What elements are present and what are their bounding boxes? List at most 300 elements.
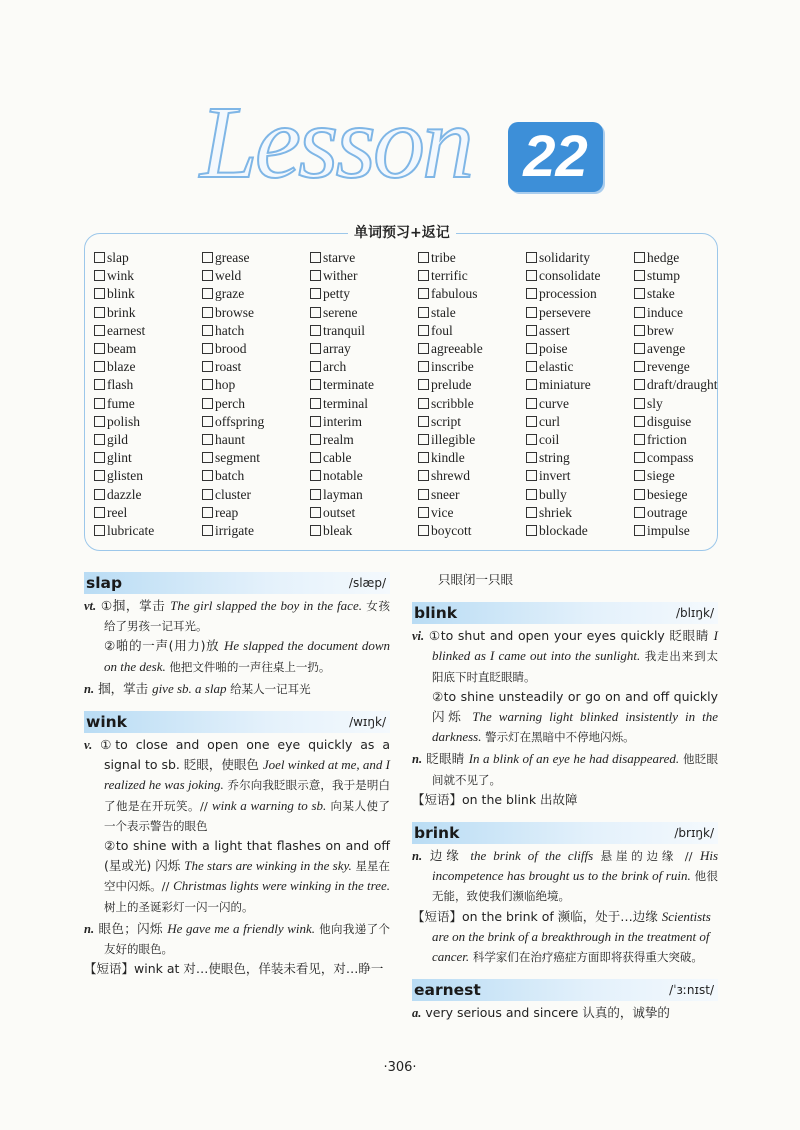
headword: slap [86, 574, 123, 592]
phrase: 【短语】on the blink 出故障 [412, 791, 578, 807]
vocab-word: invert [539, 468, 571, 484]
vocab-word: elastic [539, 359, 574, 375]
vocab-item [310, 431, 418, 449]
checkbox-icon[interactable] [526, 525, 537, 536]
vocab-item [634, 486, 744, 504]
checkbox-icon[interactable] [418, 270, 429, 281]
checkbox-icon[interactable] [202, 325, 213, 336]
right-column [412, 568, 718, 1023]
vocab-item [418, 249, 526, 267]
definition: ②to shine with a light that flashes on and off (星或光) 闪烁 The stars are winking in the sky. 星星在空中闪烁。// Christmas lights were winking in the tree. 树上的圣诞彩灯一闪一闪的。 [104, 838, 390, 914]
checkbox-icon[interactable] [526, 507, 537, 518]
vocab-word: script [431, 413, 461, 429]
vocab-word: stump [647, 268, 681, 284]
phonetic: /slæp/ [348, 576, 386, 590]
checkbox-icon[interactable] [202, 525, 213, 536]
vocab-word: illegible [431, 432, 476, 448]
vocab-item [526, 486, 634, 504]
vocab-word: lubricate [107, 523, 155, 539]
checkbox-icon[interactable] [418, 507, 429, 518]
vocab-item [526, 376, 634, 394]
checkbox-icon[interactable] [202, 398, 213, 409]
vocab-item [418, 395, 526, 413]
vocab-word: array [323, 341, 351, 357]
checkbox-icon[interactable] [94, 307, 105, 318]
vocab-item [310, 249, 418, 267]
vocab-item [202, 249, 310, 267]
checkbox-icon[interactable] [310, 434, 321, 445]
checkbox-icon[interactable] [202, 252, 213, 263]
vocab-word: browse [215, 304, 254, 320]
checkbox-icon[interactable] [94, 270, 105, 281]
checkbox-icon[interactable] [94, 434, 105, 445]
vocab-item [418, 413, 526, 431]
vocab-item [202, 522, 310, 540]
vocab-word: agreeable [431, 341, 483, 357]
vocab-item [94, 413, 202, 431]
vocab-item [418, 304, 526, 322]
vocab-word: perch [215, 395, 245, 411]
vocab-item [634, 322, 744, 340]
checkbox-icon[interactable] [526, 379, 537, 390]
checkbox-icon[interactable] [526, 361, 537, 372]
checkbox-icon[interactable] [310, 489, 321, 500]
checkbox-icon[interactable] [310, 270, 321, 281]
checkbox-icon[interactable] [202, 288, 213, 299]
vocab-word: shriek [539, 504, 572, 520]
vocab-word: gild [107, 432, 129, 448]
vocab-word: revenge [647, 359, 690, 375]
vocab-item [634, 504, 744, 522]
checkbox-icon[interactable] [418, 489, 429, 500]
checkbox-icon[interactable] [526, 270, 537, 281]
vocab-word: outrage [647, 504, 688, 520]
definition: n. 眼色；闪烁 He gave me a friendly wink. 他向我递了个友好的眼色。 [84, 920, 390, 957]
vocab-item [418, 267, 526, 285]
checkbox-icon[interactable] [202, 489, 213, 500]
checkbox-icon[interactable] [94, 525, 105, 536]
vocab-word: graze [215, 286, 245, 302]
vocab-item [526, 358, 634, 376]
checkbox-icon[interactable] [310, 379, 321, 390]
vocab-word: sneer [431, 486, 460, 502]
checkbox-icon[interactable] [94, 343, 105, 354]
vocab-word: siege [647, 468, 675, 484]
vocab-word: tribe [431, 250, 456, 265]
checkbox-icon[interactable] [202, 507, 213, 518]
definition: vi. ①to shut and open your eyes quickly 眨眼睛 I blinked as I came out into the sunlight. 我走出来到太阳底下时直眨眼睛。 [412, 628, 718, 684]
vocab-item [634, 431, 744, 449]
checkbox-icon[interactable] [634, 416, 645, 427]
vocab-item [94, 522, 202, 540]
vocab-word: bully [539, 486, 567, 502]
continued-text: 只眼闭一只眼 [438, 572, 514, 587]
vocab-word: blaze [107, 359, 136, 375]
vocab-word: brink [107, 304, 136, 320]
checkbox-icon[interactable] [310, 361, 321, 372]
entry-header-earnest [412, 979, 718, 1001]
checkbox-icon[interactable] [634, 398, 645, 409]
vocab-item [202, 449, 310, 467]
definition: n. 眨眼睛 In a blink of an eye he had disappeared. 他眨眼间就不见了。 [412, 751, 718, 787]
vocab-item [634, 522, 744, 540]
vocab-word: cable [323, 450, 352, 466]
checkbox-icon[interactable] [634, 270, 645, 281]
vocab-word: interim [323, 413, 362, 429]
checkbox-icon[interactable] [94, 452, 105, 463]
vocab-word: disguise [647, 413, 692, 429]
vocab-word: brood [215, 341, 247, 357]
checkbox-icon[interactable] [634, 252, 645, 263]
vocab-item [418, 322, 526, 340]
vocab-item [526, 467, 634, 485]
vocab-item [526, 322, 634, 340]
vocab-word: inscribe [431, 359, 474, 375]
vocab-word: bleak [323, 523, 353, 539]
vocab-word: dazzle [107, 486, 142, 502]
vocab-word: outset [323, 504, 356, 520]
vocab-word: earnest [107, 322, 146, 338]
vocab-word: shrewd [431, 468, 470, 484]
checkbox-icon[interactable] [310, 288, 321, 299]
checkbox-icon[interactable] [526, 252, 537, 263]
vocab-item [94, 486, 202, 504]
vocab-item [202, 504, 310, 522]
checkbox-icon[interactable] [94, 325, 105, 336]
checkbox-icon[interactable] [310, 525, 321, 536]
vocab-item [94, 249, 202, 267]
checkbox-icon[interactable] [634, 379, 645, 390]
checkbox-icon[interactable] [310, 343, 321, 354]
vocab-word: layman [323, 486, 363, 502]
vocab-item [418, 467, 526, 485]
headword: blink [414, 604, 458, 623]
vocab-item [94, 431, 202, 449]
checkbox-icon[interactable] [526, 434, 537, 445]
vocab-word: wither [323, 268, 358, 284]
vocab-word: boycott [431, 523, 472, 539]
vocab-item [634, 249, 744, 267]
definition: v. ①to close and open one eye quickly as a signal to sb. 眨眼，使眼色 Joel winked at me, and I realized he was joking. 乔尔向我眨眼示意，我于是明白了他是在开玩笑。// wink a warning to sb. 向某人使了一个表示警告的眼色 [84, 737, 390, 833]
vocab-word: stale [431, 304, 456, 320]
checkbox-icon[interactable] [634, 325, 645, 336]
checkbox-icon[interactable] [310, 325, 321, 336]
vocab-item [310, 522, 418, 540]
checkbox-icon[interactable] [526, 325, 537, 336]
checkbox-icon[interactable] [634, 525, 645, 536]
vocab-word: assert [539, 322, 570, 338]
vocab-word: notable [323, 468, 363, 484]
checkbox-icon[interactable] [634, 288, 645, 299]
vocab-item [202, 322, 310, 340]
vocab-item [526, 504, 634, 522]
vocab-column [418, 249, 526, 540]
vocab-word: reap [215, 504, 239, 520]
checkbox-icon[interactable] [418, 525, 429, 536]
vocab-item [526, 249, 634, 267]
vocab-item [310, 304, 418, 322]
checkbox-icon[interactable] [526, 489, 537, 500]
vocab-item [202, 486, 310, 504]
vocab-word: poise [539, 341, 568, 357]
checkbox-icon[interactable] [202, 416, 213, 427]
vocab-column [94, 249, 202, 540]
vocab-word: wink [107, 268, 134, 284]
checkbox-icon[interactable] [526, 398, 537, 409]
entry-header-brink [412, 822, 718, 844]
checkbox-icon[interactable] [418, 288, 429, 299]
checkbox-icon[interactable] [94, 288, 105, 299]
vocab-word: grease [215, 250, 250, 265]
vocab-item [94, 267, 202, 285]
checkbox-icon[interactable] [634, 307, 645, 318]
definition: vt. ①掴，掌击 The girl slapped the boy in the face. 女孩给了男孩一记耳光。 [84, 598, 390, 634]
lesson-number-badge: 22 [508, 122, 603, 192]
vocab-word: coil [539, 432, 560, 448]
vocab-item [202, 376, 310, 394]
vocab-item [526, 340, 634, 358]
vocab-item [310, 486, 418, 504]
vocab-item [202, 413, 310, 431]
vocab-word: besiege [647, 486, 688, 502]
checkbox-icon[interactable] [418, 343, 429, 354]
vocab-word: draft/draught [647, 377, 718, 393]
definition: a. very serious and sincere 认真的，诚挚的 [412, 1005, 670, 1021]
vocab-word: string [539, 450, 570, 466]
vocab-item [94, 467, 202, 485]
checkbox-icon[interactable] [202, 379, 213, 390]
definition: n. 边缘 the brink of the cliffs 悬崖的边缘 // His incompetence has brought us to the brink of ruin. 他很无能，致使我们濒临绝境。 [412, 848, 718, 904]
checkbox-icon[interactable] [202, 434, 213, 445]
vocab-word: sly [647, 395, 663, 411]
vocab-word: terrific [431, 268, 468, 284]
vocab-item [418, 486, 526, 504]
vocab-word: terminate [323, 377, 374, 393]
phrase: 【短语】wink at 对…使眼色，佯装未看见，对…睁一 [84, 961, 384, 977]
entry-header-wink [84, 711, 390, 733]
vocab-item [634, 340, 744, 358]
vocab-item [526, 413, 634, 431]
vocab-word: offspring [215, 413, 265, 429]
vocab-word: blockade [539, 523, 588, 539]
vocab-item [94, 395, 202, 413]
checkbox-icon[interactable] [94, 470, 105, 481]
vocab-item [634, 413, 744, 431]
checkbox-icon[interactable] [94, 361, 105, 372]
vocab-word: blink [107, 286, 135, 302]
vocab-item [202, 467, 310, 485]
checkbox-icon[interactable] [94, 398, 105, 409]
checkbox-icon[interactable] [418, 416, 429, 427]
checkbox-icon[interactable] [634, 434, 645, 445]
vocab-heading: 单词预习+返记 [348, 222, 456, 242]
vocab-item [202, 285, 310, 303]
vocab-column [526, 249, 634, 540]
vocab-item [94, 340, 202, 358]
vocab-word: irrigate [215, 523, 254, 539]
vocab-item [418, 449, 526, 467]
vocab-item [634, 285, 744, 303]
vocab-word: hop [215, 377, 236, 393]
vocab-item [310, 413, 418, 431]
vocab-item [202, 340, 310, 358]
checkbox-icon[interactable] [418, 379, 429, 390]
vocab-column [634, 249, 744, 540]
checkbox-icon[interactable] [94, 252, 105, 263]
left-column [84, 568, 390, 979]
vocab-item [634, 358, 744, 376]
checkbox-icon[interactable] [94, 379, 105, 390]
checkbox-icon[interactable] [634, 489, 645, 500]
vocab-word: vice [431, 504, 454, 520]
vocab-word: arch [323, 359, 347, 375]
vocab-column [202, 249, 310, 540]
checkbox-icon[interactable] [94, 507, 105, 518]
checkbox-icon[interactable] [310, 507, 321, 518]
vocab-word: consolidate [539, 268, 601, 284]
vocab-item [310, 395, 418, 413]
checkbox-icon[interactable] [310, 416, 321, 427]
vocab-word: fabulous [431, 286, 478, 302]
vocab-item [202, 304, 310, 322]
vocab-word: polish [107, 413, 141, 429]
checkbox-icon[interactable] [526, 307, 537, 318]
checkbox-icon[interactable] [202, 452, 213, 463]
checkbox-icon[interactable] [202, 270, 213, 281]
vocab-word: roast [215, 359, 242, 375]
definition: ②啪的一声(用力)放 He slapped the document down on the desk. 他把文件啪的一声往桌上一扔。 [104, 638, 390, 674]
checkbox-icon[interactable] [94, 489, 105, 500]
checkbox-icon[interactable] [526, 288, 537, 299]
headword: earnest [414, 981, 481, 1000]
vocab-word: solidarity [539, 250, 590, 265]
checkbox-icon[interactable] [418, 252, 429, 263]
vocab-word: reel [107, 504, 128, 520]
checkbox-icon[interactable] [418, 361, 429, 372]
vocab-word: induce [647, 304, 683, 320]
vocab-item [94, 504, 202, 522]
vocab-item [94, 304, 202, 322]
vocab-item [634, 376, 744, 394]
checkbox-icon[interactable] [310, 452, 321, 463]
checkbox-icon[interactable] [634, 452, 645, 463]
vocab-word: hedge [647, 250, 680, 265]
checkbox-icon[interactable] [526, 343, 537, 354]
checkbox-icon[interactable] [310, 252, 321, 263]
phonetic: /blɪŋk/ [675, 606, 714, 621]
vocab-item [418, 376, 526, 394]
vocab-item [202, 267, 310, 285]
vocab-word: impulse [647, 523, 690, 539]
checkbox-icon[interactable] [634, 361, 645, 372]
phonetic: /wɪŋk/ [349, 715, 386, 730]
vocab-item [202, 358, 310, 376]
vocab-word: petty [323, 286, 350, 302]
vocab-item [526, 395, 634, 413]
vocab-item [634, 395, 744, 413]
vocab-item [418, 340, 526, 358]
checkbox-icon[interactable] [310, 398, 321, 409]
checkbox-icon[interactable] [418, 307, 429, 318]
vocab-word: avenge [647, 341, 686, 357]
vocab-item [634, 467, 744, 485]
vocab-item [418, 431, 526, 449]
checkbox-icon[interactable] [202, 470, 213, 481]
vocab-item [526, 522, 634, 540]
checkbox-icon[interactable] [418, 452, 429, 463]
checkbox-icon[interactable] [418, 470, 429, 481]
vocab-item [94, 358, 202, 376]
headword: brink [414, 824, 460, 843]
checkbox-icon[interactable] [634, 343, 645, 354]
vocab-word: realm [323, 432, 354, 448]
vocab-word: tranquil [323, 322, 365, 338]
phonetic: /ˈɜːnɪst/ [669, 983, 714, 998]
phrase: 【短语】on the brink of 濒临，处于…边缘 Scientists are on the brink of a breakthrough in the treatment of cancer. 科学家们在治疗癌症方面即将获得重大突破。 [412, 908, 711, 965]
vocab-item [526, 449, 634, 467]
vocab-item [310, 267, 418, 285]
vocab-word: stake [647, 286, 675, 302]
vocab-item [310, 358, 418, 376]
vocab-item [310, 285, 418, 303]
lesson-word: Lesson [200, 85, 471, 200]
checkbox-icon[interactable] [310, 470, 321, 481]
vocab-word: glint [107, 450, 132, 466]
checkbox-icon[interactable] [634, 470, 645, 481]
vocab-word: persevere [539, 304, 591, 320]
vocab-item [634, 304, 744, 322]
lesson-title [200, 85, 620, 202]
vocab-item [634, 449, 744, 467]
vocab-item [94, 376, 202, 394]
checkbox-icon[interactable] [526, 470, 537, 481]
checkbox-icon[interactable] [526, 416, 537, 427]
vocab-word: slap [107, 250, 129, 265]
checkbox-icon[interactable] [202, 307, 213, 318]
vocab-word: weld [215, 268, 242, 284]
vocab-word: kindle [431, 450, 465, 466]
vocab-item [310, 322, 418, 340]
checkbox-icon[interactable] [526, 452, 537, 463]
vocab-word: flash [107, 377, 134, 393]
entry-header-blink [412, 602, 718, 624]
checkbox-icon[interactable] [310, 307, 321, 318]
vocab-word: prelude [431, 377, 472, 393]
phonetic: /brɪŋk/ [674, 826, 714, 841]
vocab-word: fume [107, 395, 135, 411]
vocab-item [526, 431, 634, 449]
checkbox-icon[interactable] [418, 398, 429, 409]
checkbox-icon[interactable] [202, 343, 213, 354]
vocab-item [634, 267, 744, 285]
vocab-item [202, 431, 310, 449]
definition: n. 掴，掌击 give sb. a slap 给某人一记耳光 [84, 680, 311, 696]
vocab-item [418, 504, 526, 522]
vocab-item [310, 449, 418, 467]
vocab-item [310, 504, 418, 522]
checkbox-icon[interactable] [418, 325, 429, 336]
checkbox-icon[interactable] [202, 361, 213, 372]
vocab-word: haunt [215, 432, 245, 448]
checkbox-icon[interactable] [94, 416, 105, 427]
vocab-word: miniature [539, 377, 591, 393]
checkbox-icon[interactable] [634, 507, 645, 518]
checkbox-icon[interactable] [418, 434, 429, 445]
vocab-item [418, 522, 526, 540]
vocab-word: terminal [323, 395, 368, 411]
vocab-item [310, 376, 418, 394]
vocab-grid [94, 249, 744, 540]
